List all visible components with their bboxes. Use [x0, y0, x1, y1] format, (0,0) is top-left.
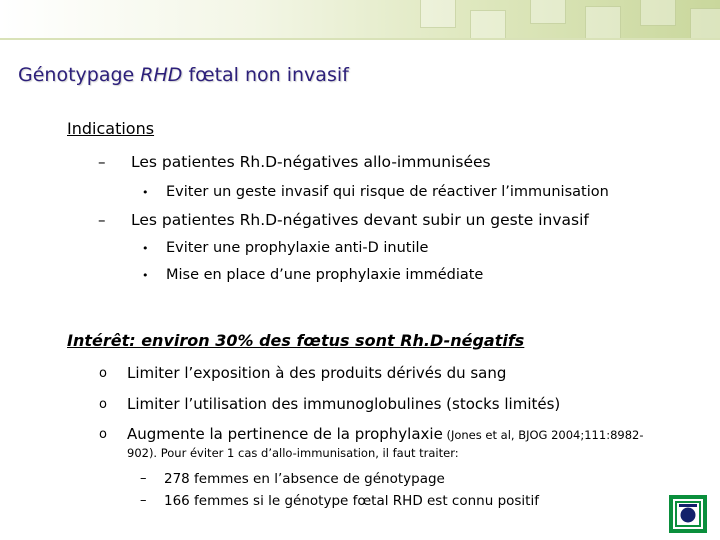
bullet-text: Mise en place d’une prophylaxie immédiate — [166, 267, 484, 283]
bullet-text: Eviter un geste invasif qui risque de réactiver l’immunisation — [166, 184, 609, 200]
item-main-text: Augmente la pertinence de la prophylaxie — [127, 425, 443, 443]
dash-marker: – — [140, 493, 147, 508]
interet-item-text: Limiter l’utilisation des immunoglobulines (stocks limités) — [127, 395, 561, 413]
subitem-text: 278 femmes en l’absence de génotypage — [164, 471, 445, 487]
title-text: Génotypage — [18, 64, 141, 86]
dash-marker: – — [98, 153, 106, 171]
circle-marker: o — [99, 366, 107, 381]
interet-item-text: Limiter l’exposition à des produits dérivés du sang — [127, 364, 507, 382]
header-divider — [0, 38, 720, 40]
interet-item-text — [127, 425, 643, 443]
indication-label: Les patientes Rh.D-négatives allo-immunisées — [131, 153, 491, 171]
indications-heading: Indications — [67, 119, 155, 138]
subitem-text: 166 femmes si le génotype fœtal RHD est connu positif — [164, 493, 539, 509]
decorative-cube — [585, 6, 621, 38]
reference-text: (Jones et al, BJOG 2004;111:8982- — [442, 428, 644, 442]
title-text-end: fœtal non invasif — [182, 64, 349, 86]
bullet-marker: • — [142, 186, 149, 199]
decorative-cube — [640, 0, 676, 26]
dash-marker: – — [140, 471, 147, 486]
interet-item-continuation: 902). Pour éviter 1 cas d’allo-immunisation, il faut traiter: — [127, 446, 459, 460]
slide-title — [18, 64, 349, 86]
title-italic-text: RHD — [140, 64, 183, 86]
bullet-marker: • — [142, 242, 149, 255]
decorative-cube — [530, 0, 566, 24]
header-banner — [0, 0, 720, 38]
circle-marker: o — [99, 427, 107, 442]
indication-label: Les patientes Rh.D-négatives devant subir un geste invasif — [131, 211, 589, 229]
circle-marker: o — [99, 397, 107, 412]
decorative-cube — [470, 10, 506, 38]
dash-marker: – — [98, 211, 106, 229]
decorative-cube — [690, 8, 720, 38]
interet-heading: Intérêt: environ 30% des fœtus sont Rh.D-négatifs — [67, 331, 525, 350]
bullet-text: Eviter une prophylaxie anti-D inutile — [166, 240, 429, 256]
decorative-cube — [420, 0, 456, 28]
bullet-marker: • — [142, 269, 149, 282]
institution-logo-icon — [668, 494, 708, 534]
